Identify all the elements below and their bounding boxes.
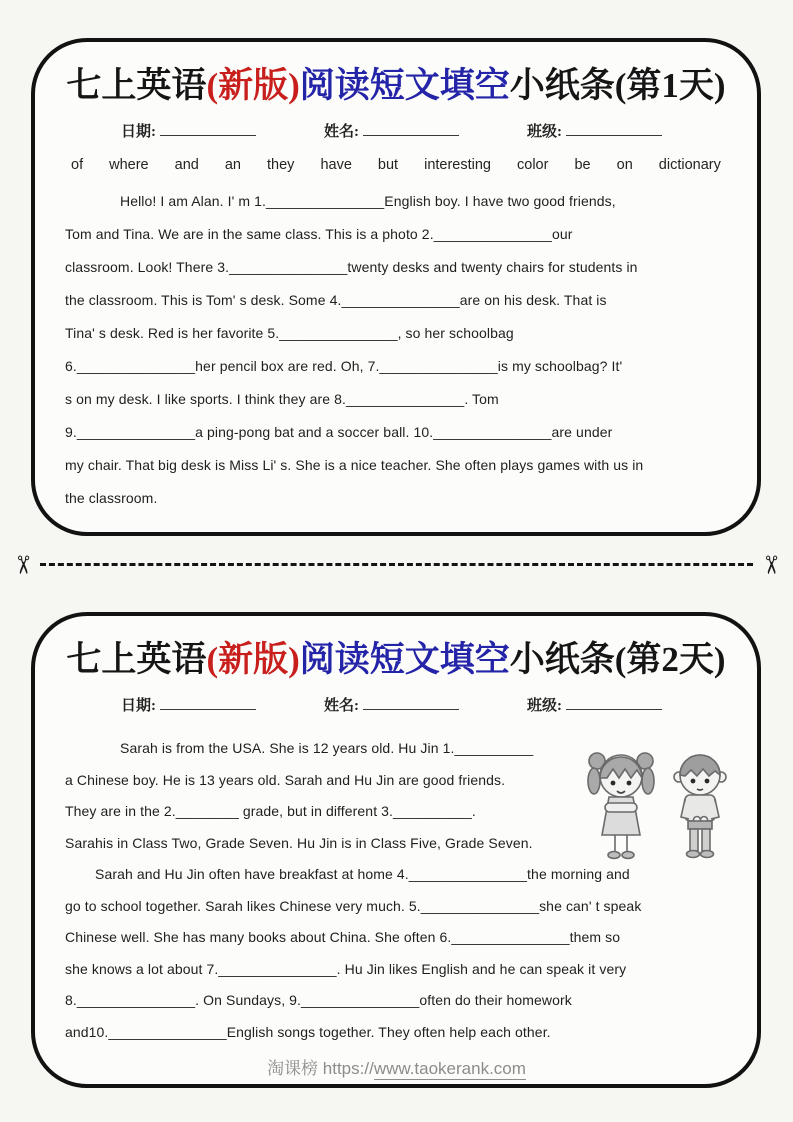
class-label: 班级: <box>527 124 562 140</box>
date-label: 日期: <box>121 698 156 714</box>
passage-line: Tom and Tina. We are in the same class. This is a photo 2._______________our <box>65 226 573 242</box>
class-blank <box>566 122 662 136</box>
passage-line: Chinese well. She has many books about China. She often 6._______________them so <box>65 929 621 945</box>
class-label: 班级: <box>527 698 562 714</box>
class-blank <box>566 696 662 710</box>
worksheet-card-day2 <box>31 612 761 1088</box>
passage-line: a Chinese boy. He is 13 years old. Sarah and Hu Jin are good friends. <box>65 771 506 788</box>
cut-line <box>8 551 785 579</box>
passage-line: the classroom. <box>65 490 158 506</box>
header-fields <box>121 120 757 141</box>
word-bank-item: have <box>320 157 352 173</box>
name-field <box>324 120 459 141</box>
scissors-icon: ✂ <box>8 554 37 576</box>
date-field <box>121 120 256 141</box>
passage-line: Sarah and Hu Jin often have breakfast at home 4._______________the morning and <box>95 866 630 882</box>
word-bank-item: color <box>517 157 549 173</box>
passage-line: Sarahis in Class Two, Grade Seven. Hu Jin is in Class Five, Grade Seven. <box>65 834 533 851</box>
title-course: 七上英语 <box>66 640 207 679</box>
passage-line: Tina' s desk. Red is her favorite 5._______________, so her schoolbag <box>65 325 514 341</box>
passage-line: classroom. Look! There 3._______________twenty desks and twenty chairs for students in <box>65 259 638 275</box>
passage-line: Hello! I am Alan. I' m 1._______________English boy. I have two good friends, <box>120 193 616 209</box>
name-blank <box>363 696 459 710</box>
passage-line: she knows a lot about 7._______________. Hu Jin likes English and he can speak it very <box>65 960 627 977</box>
title-edition: (新版) <box>206 66 300 105</box>
site-footer <box>0 1054 793 1079</box>
worksheet-title-day2 <box>35 632 757 682</box>
dashed-cut-line <box>40 563 753 566</box>
passage-line: Sarah is from the USA. She is 12 years old. Hu Jin 1.__________ <box>120 740 534 756</box>
footer-site-name: 淘课榜 https:// <box>267 1059 374 1078</box>
title-edition: (新版) <box>206 640 300 679</box>
class-field <box>527 694 662 715</box>
passage-line: s on my desk. I like sports. I think they are 8._______________. Tom <box>65 391 499 407</box>
word-bank-item: interesting <box>424 157 491 173</box>
word-bank-item: of <box>71 157 84 173</box>
date-field <box>121 694 256 715</box>
passage-line: 8._______________. On Sundays, 9._______________often do their homework <box>65 992 572 1008</box>
word-bank-item: but <box>377 157 399 173</box>
title-suffix-day2: 小纸条(第2天) <box>509 640 726 679</box>
word-bank <box>71 157 721 173</box>
word-bank-item: be <box>574 157 591 173</box>
passage-line: They are in the 2.________ grade, but in different 3.__________. <box>65 803 476 819</box>
word-bank-item: where <box>109 157 149 173</box>
word-bank-item: an <box>224 157 241 173</box>
title-topic: 阅读短文填空 <box>299 640 510 679</box>
scissors-icon: ✂ <box>756 554 785 576</box>
name-blank <box>363 122 459 136</box>
word-bank-item: and <box>174 157 199 173</box>
header-fields <box>121 694 757 715</box>
title-suffix-day1: 小纸条(第1天) <box>509 66 726 105</box>
name-field <box>324 694 459 715</box>
title-course: 七上英语 <box>66 66 207 105</box>
passage-line: 6._______________her pencil box are red. Oh, 7._______________is my schoolbag? It' <box>65 358 623 374</box>
date-label: 日期: <box>121 124 156 140</box>
date-blank <box>160 696 256 710</box>
name-label: 姓名: <box>324 698 359 714</box>
footer-url[interactable]: www.taokerank.com <box>373 1059 526 1078</box>
passage-line: the classroom. This is Tom' s desk. Some 4._______________are on his desk. That is <box>65 292 607 308</box>
title-topic: 阅读短文填空 <box>299 66 510 105</box>
word-bank-item: dictionary <box>658 157 721 173</box>
word-bank-item: they <box>267 157 295 173</box>
passage-line: 9._______________a ping-pong bat and a soccer ball. 10._______________are under <box>65 424 613 440</box>
worksheet-title-day1 <box>35 58 757 108</box>
passage-day1 <box>65 185 731 515</box>
passage-line: and10._______________English songs together. They often help each other. <box>65 1023 551 1040</box>
students-illustration <box>585 743 735 867</box>
worksheet-card-day1 <box>31 38 761 536</box>
class-field <box>527 120 662 141</box>
word-bank-item: on <box>616 157 633 173</box>
date-blank <box>160 122 256 136</box>
passage-day2 <box>65 733 731 1048</box>
name-label: 姓名: <box>324 124 359 140</box>
passage-line: my chair. That big desk is Miss Li' s. She is a nice teacher. She often plays games with us in <box>65 457 644 473</box>
passage-line: go to school together. Sarah likes Chinese very much. 5._______________she can' t speak <box>65 897 642 914</box>
